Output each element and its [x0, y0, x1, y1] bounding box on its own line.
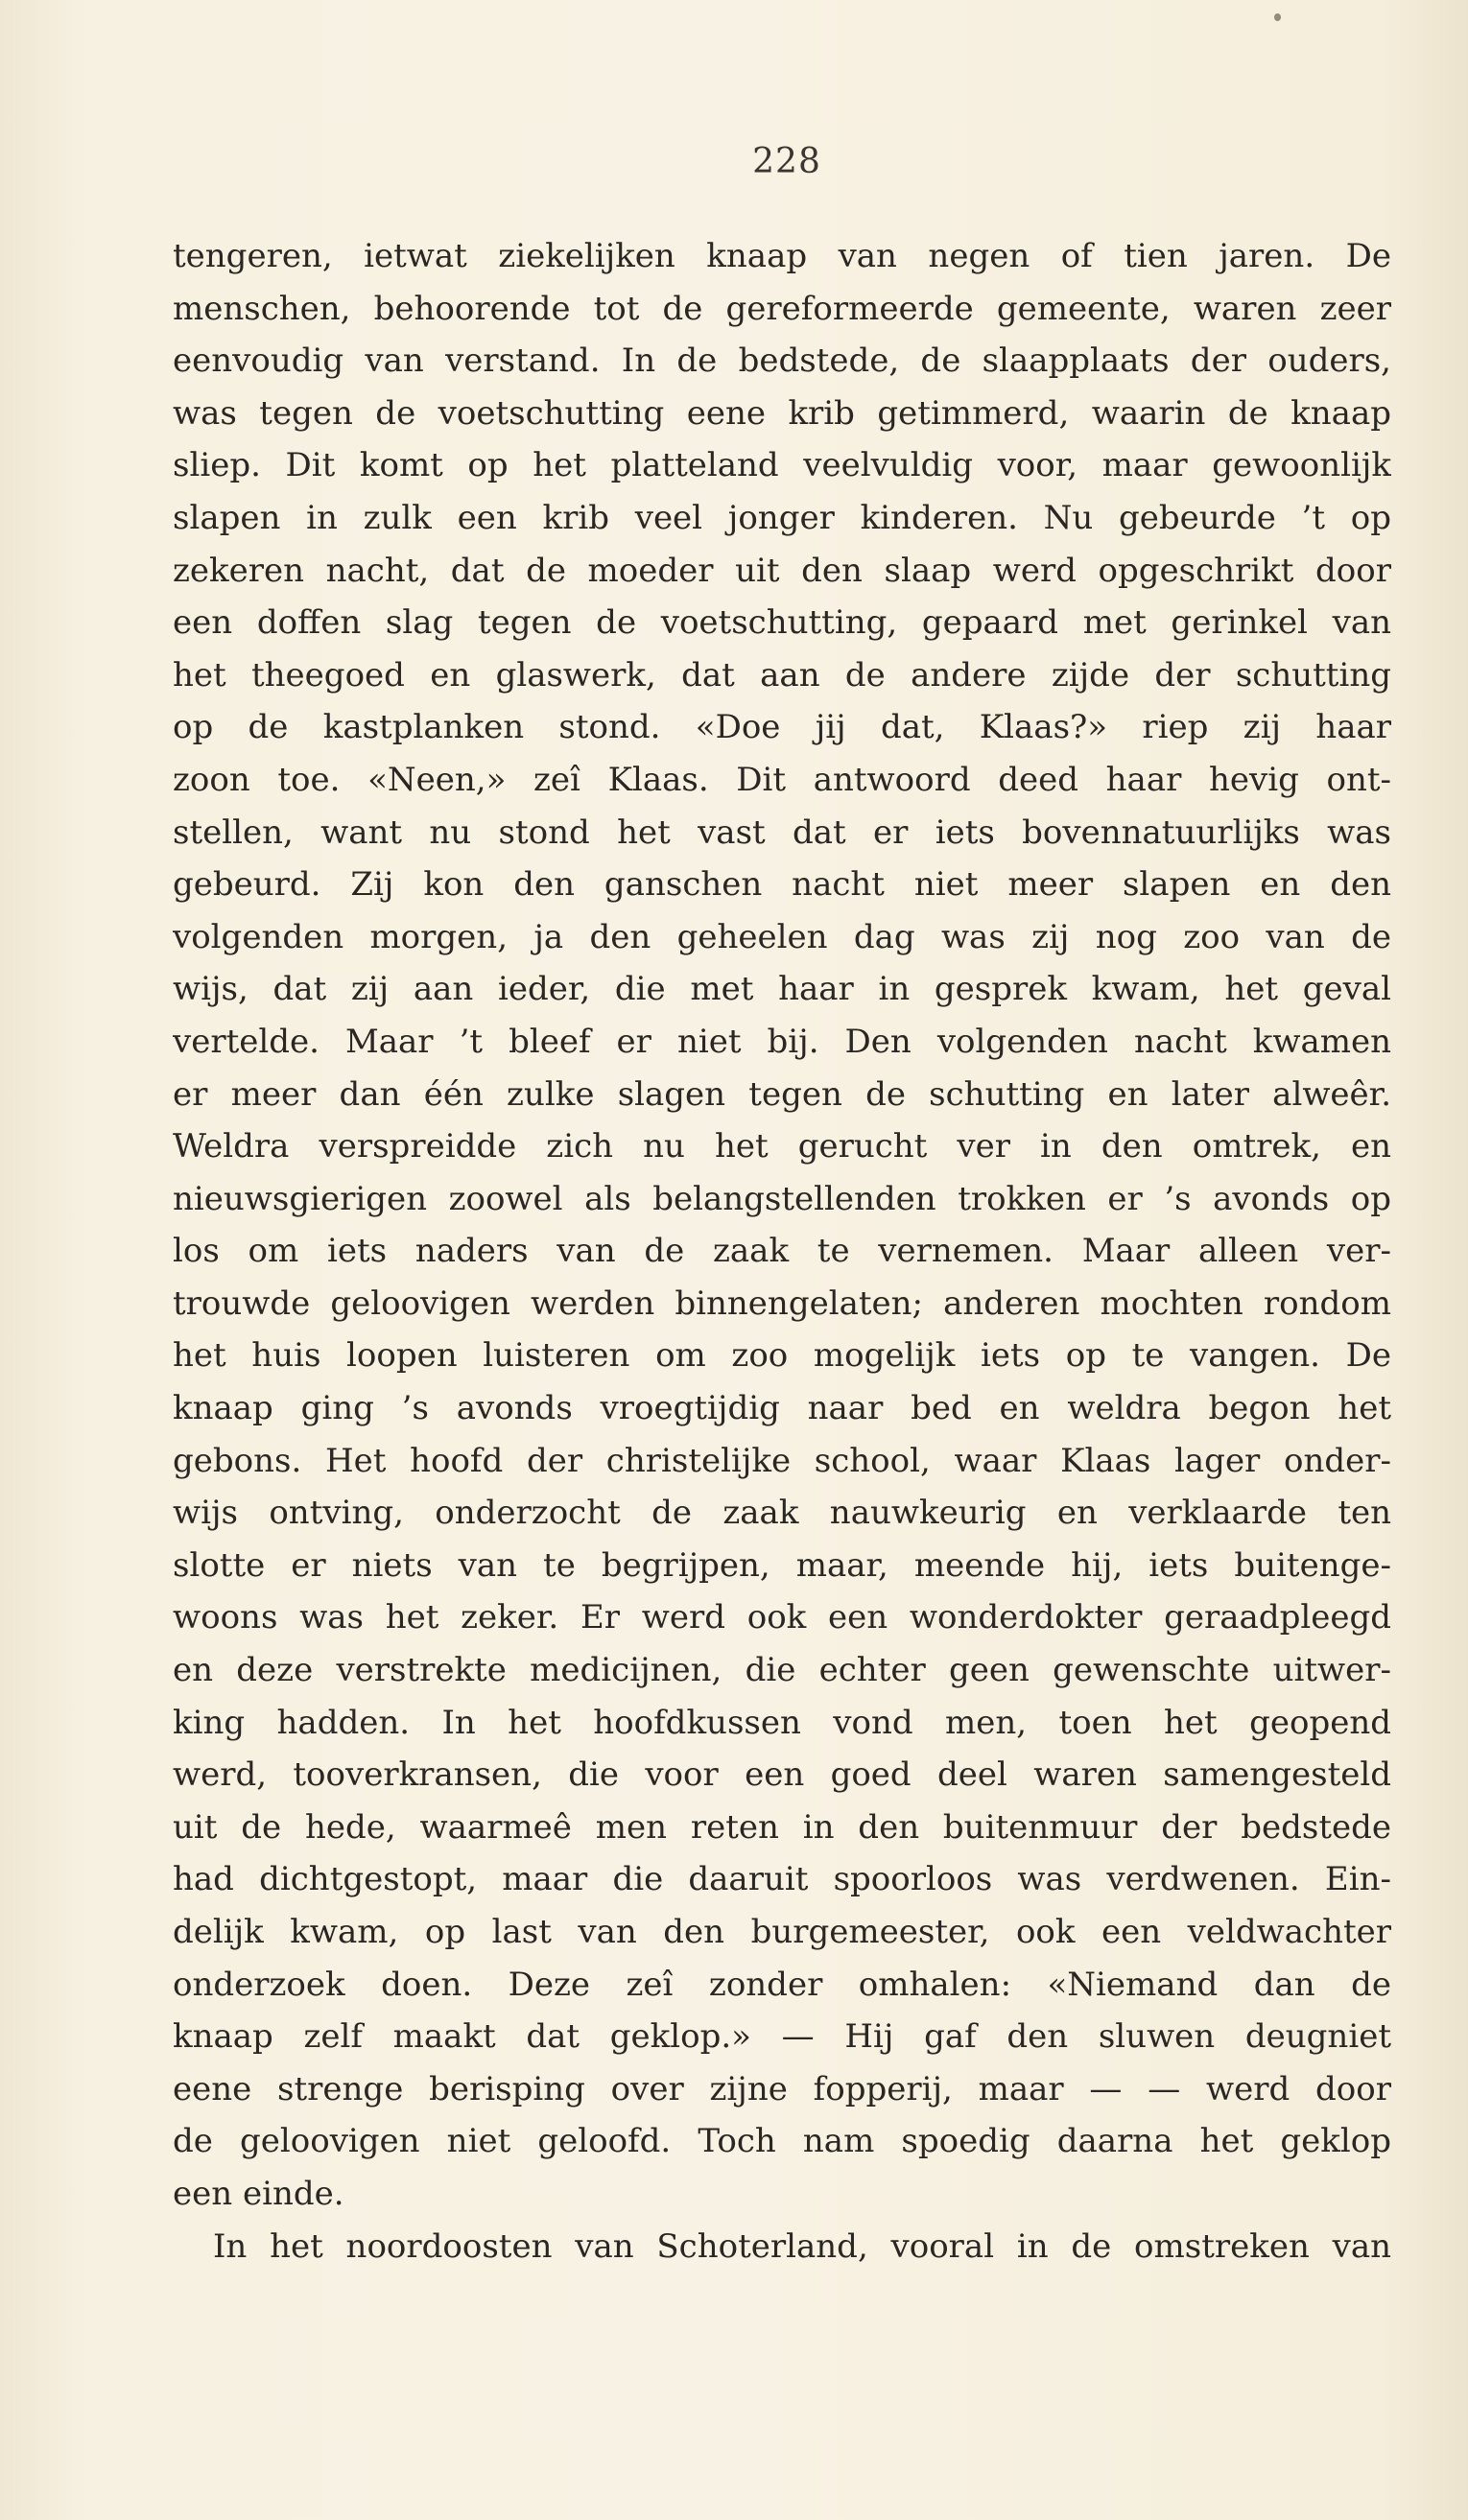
text-line: op de kastplanken stond. «Doe jij dat, Klaas?» riep zij haar: [173, 708, 1391, 747]
text-line: slapen in zulk een krib veel jonger kinderen. Nu gebeurde ’t op: [173, 498, 1391, 537]
text-line: zekeren nacht, dat de moeder uit den slaap werd opgeschrikt door: [173, 551, 1391, 590]
text-line: het theegoed en glaswerk, dat aan de andere zijde der schutting: [173, 655, 1391, 695]
text-line: trouwde geloovigen werden binnengelaten; anderen mochten rondom: [173, 1284, 1391, 1323]
paragraph-end-line: een einde.: [173, 2174, 344, 2213]
text-line: volgenden morgen, ja den geheelen dag was zij nog zoo van de: [173, 917, 1391, 956]
text-line: los om iets naders van de zaak te vernemen. Maar alleen ver-: [173, 1232, 1391, 1271]
text-line: Weldra verspreidde zich nu het gerucht ver in den omtrek, en: [173, 1127, 1391, 1166]
text-line: onderzoek doen. Deze zeî zonder omhalen: «Niemand dan de: [173, 1965, 1391, 2004]
text-line: eenvoudig van verstand. In de bedstede, de slaapplaats der ouders,: [173, 341, 1391, 381]
text-line: tengeren, ietwat ziekelijken knaap van negen of tien jaren. De: [173, 237, 1391, 275]
paragraph-start-line: In het noordoosten van Schoterland, vooral in de omstreken van: [213, 2226, 1391, 2266]
text-line: sliep. Dit komt op het platteland veelvuldig voor, maar gewoonlijk: [173, 446, 1391, 485]
text-line: woons was het zeker. Er werd ook een wonderdokter geraadpleegd: [173, 1598, 1391, 1637]
ink-speck: [1274, 13, 1281, 21]
text-line: nieuwsgierigen zoowel als belangstellenden trokken er ’s avonds op: [173, 1179, 1391, 1218]
text-line: king hadden. In het hoofdkussen vond men, toen het geopend: [173, 1703, 1391, 1742]
text-line: gebeurd. Zij kon den ganschen nacht niet meer slapen en den: [173, 865, 1391, 905]
text-line: het huis loopen luisteren om zoo mogelijk iets op te vangen. De: [173, 1336, 1391, 1376]
text-line: had dichtgestopt, maar die daaruit spoorloos was verdwenen. Ein-: [173, 1860, 1391, 1899]
text-line: was tegen de voetschutting eene krib getimmerd, waarin de knaap: [173, 393, 1391, 433]
text-line: vertelde. Maar ’t bleef er niet bij. Den volgenden nacht kwamen: [173, 1022, 1391, 1061]
page-number: 228: [752, 142, 821, 181]
text-line: en deze verstrekte medicijnen, die echter geen gewenschte uitwer-: [173, 1651, 1391, 1690]
text-line: de geloovigen niet geloofd. Toch nam spoedig daarna het geklop: [173, 2122, 1391, 2161]
text-line: eene strenge berisping over zijne fopperij, maar — — werd door: [173, 2069, 1391, 2108]
text-line: slotte er niets van te begrijpen, maar, meende hij, iets buitenge-: [173, 1545, 1391, 1585]
text-line: stellen, want nu stond het vast dat er iets bovennatuurlijks was: [173, 813, 1391, 852]
text-line: er meer dan één zulke slagen tegen de schutting en later alweêr.: [173, 1074, 1391, 1114]
text-line: zoon toe. «Neen,» zeî Klaas. Dit antwoord deed haar hevig ont-: [173, 760, 1391, 799]
text-line: wijs, dat zij aan ieder, die met haar in gesprek kwam, het geval: [173, 970, 1391, 1009]
text-line: knaap ging ’s avonds vroegtijdig naar bed en weldra begon het: [173, 1389, 1391, 1428]
text-line: delijk kwam, op last van den burgemeester, ook een veldwachter: [173, 1913, 1391, 1951]
text-line: wijs ontving, onderzocht de zaak nauwkeurig en verklaarde ten: [173, 1494, 1391, 1533]
text-line: een doffen slag tegen de voetschutting, gepaard met gerinkel van: [173, 603, 1391, 643]
body-text: [173, 230, 1391, 2273]
text-line: knaap zelf maakt dat geklop.» — Hij gaf den sluwen deugniet: [173, 2017, 1391, 2057]
text-line: gebons. Het hoofd der christelijke school, waar Klaas lager onder-: [173, 1441, 1391, 1480]
text-line: werd, tooverkransen, die voor een goed deel waren samengesteld: [173, 1755, 1391, 1795]
text-line: uit de hede, waarmeê men reten in den buitenmuur der bedstede: [173, 1807, 1391, 1847]
text-line: menschen, behoorende tot de gereformeerde gemeente, waren zeer: [173, 289, 1391, 328]
